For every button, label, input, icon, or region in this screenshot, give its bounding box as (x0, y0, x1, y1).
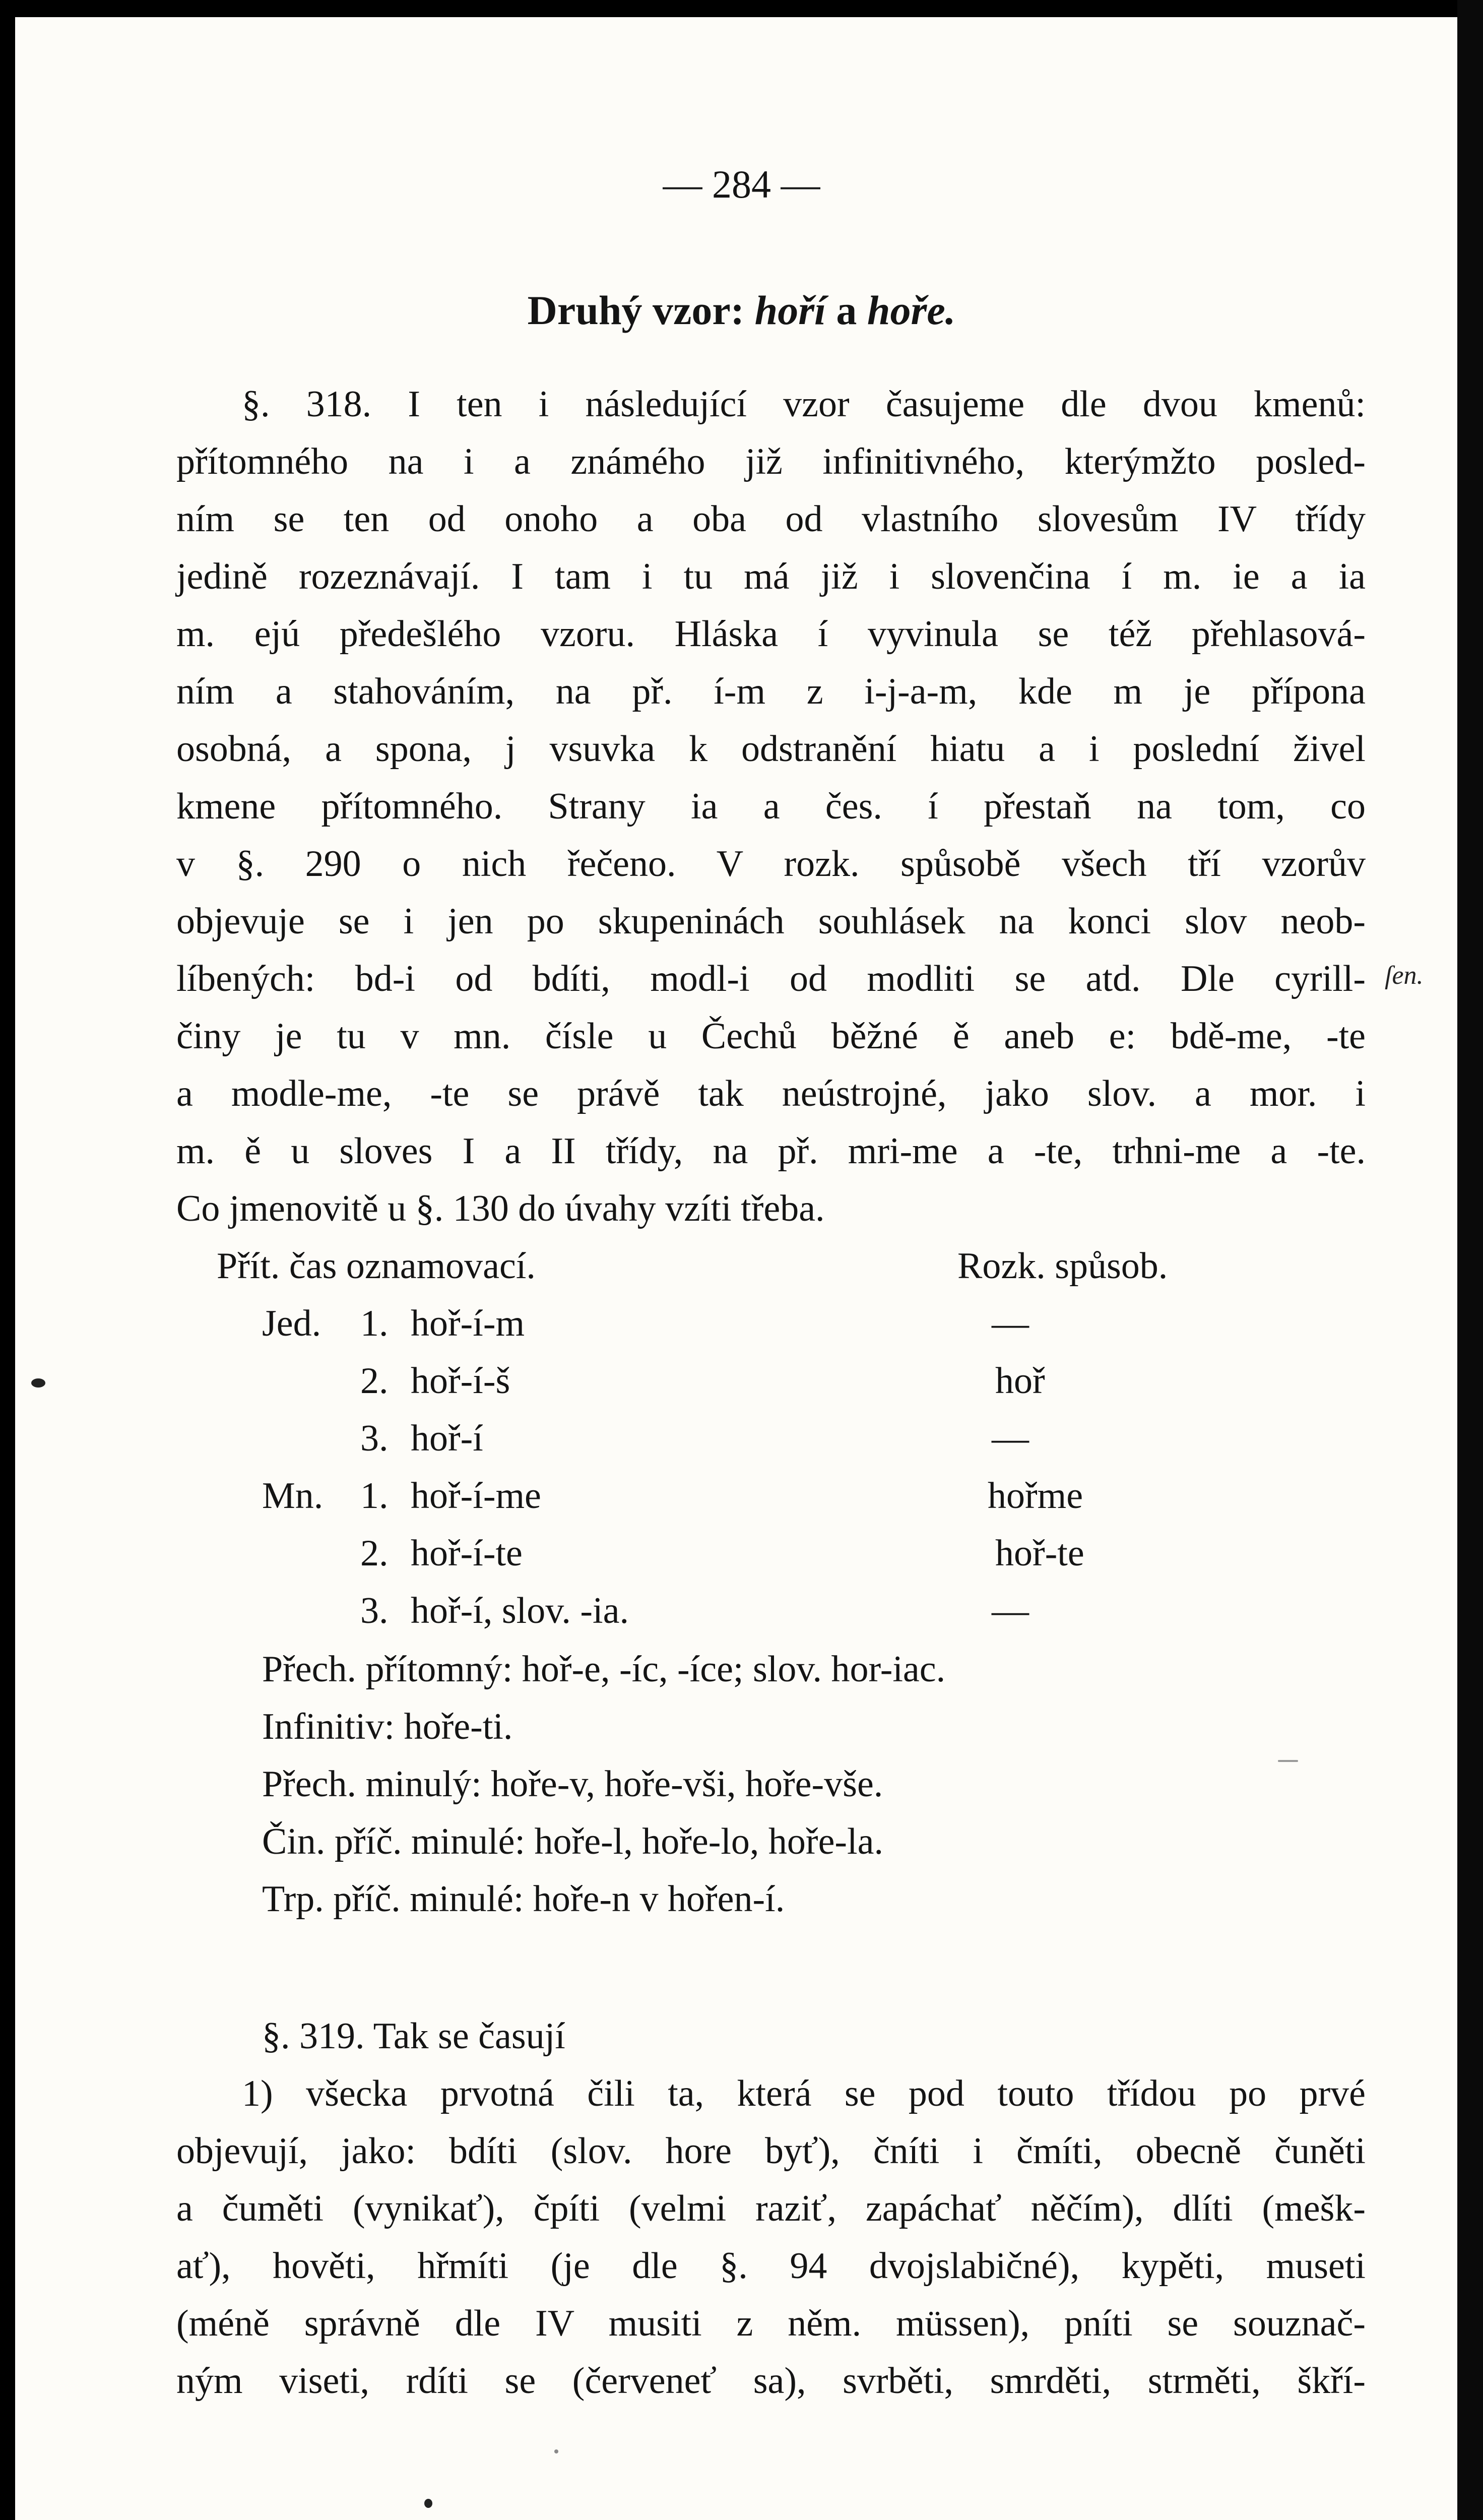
table-form: hoř-í-š (411, 1360, 510, 1402)
heading-word-hore: hoře. (867, 287, 956, 333)
text-line: v §. 290 o nich řečeno. V rozk. spůsobě všech tří vzorův (176, 843, 1366, 885)
form-line: Infinitiv: hoře-ti. (262, 1706, 513, 1747)
text-line: osobná, a spona, j vsuvka k odstranění hiatu a i poslední živel (176, 728, 1366, 770)
table-imperative: — (992, 1303, 1029, 1344)
text-line: ním a stahováním, na př. í-m z i-j-a-m, kde m je přípona (176, 671, 1366, 712)
ink-speck (31, 1378, 45, 1388)
table-header-present: Přít. čas oznamovací. (217, 1245, 536, 1287)
text-line: 1) všecka prvotná čili ta, která se pod touto třídou po prvé (242, 2073, 1366, 2114)
text-line: ným viseti, rdíti se (červeneť sa), svrběti, smrděti, strměti, škří- (176, 2360, 1366, 2402)
table-imperative: hořme (988, 1475, 1083, 1517)
table-person: 2. (360, 1533, 389, 1574)
table-form: hoř-í (411, 1418, 483, 1459)
text-line: jedině rozeznávají. I tam i tu má již i slovenčina í m. ie a ia (176, 556, 1366, 597)
handwritten-margin-note: ſen. (1385, 961, 1424, 990)
table-imperative: hoř-te (995, 1533, 1084, 1574)
table-imperative: — (992, 1418, 1029, 1459)
table-person: 1. (360, 1303, 389, 1344)
table-group-label: Jed. (262, 1303, 321, 1344)
form-line: Čin. příč. minulé: hoře-l, hoře-lo, hoře-la. (262, 1821, 883, 1862)
table-person: 1. (360, 1475, 389, 1517)
text-line: objevují, jako: bdíti (slov. hore byť), čníti i čmíti, obecně čuněti (176, 2130, 1366, 2172)
table-form: hoř-í-me (411, 1475, 541, 1517)
text-line: činy je tu v mn. čísle u Čechů běžné ě aneb e: bdě-me, -te (176, 1016, 1366, 1057)
table-form: hoř-í-m (411, 1303, 525, 1344)
text-line: §. 318. I ten i následující vzor časujeme dle dvou kmenů: (242, 384, 1366, 425)
text-line: (méně správně dle IV musiti z něm. müssen), pníti se souznač- (176, 2303, 1366, 2344)
ink-speck (424, 2499, 432, 2508)
heading-word-hori: hoří (754, 287, 826, 333)
table-person: 2. (360, 1360, 389, 1402)
page-number: — 284 — (663, 162, 820, 206)
section-heading (0, 285, 1483, 336)
text-line: ním se ten od onoho a oba od vlastního slovesům IV třídy (176, 498, 1366, 540)
form-line: Přech. přítomný: hoř-e, -íc, -íce; slov. hor-iac. (262, 1649, 946, 1690)
ink-speck (1278, 1760, 1298, 1762)
text-line: ať), hověti, hřmíti (je dle §. 94 dvojslabičné), kypěti, museti (176, 2245, 1366, 2287)
text-line: přítomného na i a známého již infinitivného, kterýmžto posled- (176, 441, 1366, 482)
table-header-imperative: Rozk. spůsob. (957, 1245, 1168, 1287)
heading-prefix: Druhý vzor: (527, 287, 755, 333)
text-line: a čuměti (vynikať), čpíti (velmi raziť, zapáchať něčím), dlíti (mešk- (176, 2188, 1366, 2229)
text-line: kmene přítomného. Strany ia a čes. í přestaň na tom, co (176, 786, 1366, 827)
table-person: 3. (360, 1418, 389, 1459)
heading-conjunction: a (825, 287, 867, 333)
form-line: Trp. příč. minulé: hoře-n v hořen-í. (262, 1878, 785, 1920)
table-imperative: hoř (995, 1360, 1045, 1402)
table-person: 3. (360, 1590, 389, 1631)
scan-edge (1457, 0, 1483, 2520)
text-line: líbených: bd-i od bdíti, modl-i od modliti se atd. Dle cyrill- (176, 958, 1366, 999)
table-form: hoř-í-te (411, 1533, 523, 1574)
text-line: Co jmenovitě u §. 130 do úvahy vzíti třeba. (176, 1188, 825, 1229)
form-line: Přech. minulý: hoře-v, hoře-vši, hoře-vše. (262, 1763, 883, 1805)
text-line: m. ě u sloves I a II třídy, na př. mri-me a -te, trhni-me a -te. (176, 1130, 1366, 1172)
text-line: a modle-me, -te se právě tak neústrojné, jako slov. a mor. i (176, 1073, 1366, 1114)
table-group-label: Mn. (262, 1475, 324, 1517)
text-line: objevuje se i jen po skupeninách souhlásek na konci slov neob- (176, 901, 1366, 942)
table-form: hoř-í, slov. -ia. (411, 1590, 629, 1631)
text-line: m. ejú předešlého vzoru. Hláska í vyvinula se též přehlasová- (176, 613, 1366, 655)
ink-speck (554, 2449, 558, 2453)
table-imperative: — (992, 1590, 1029, 1631)
section-319-title: §. 319. Tak se časují (262, 2015, 565, 2057)
